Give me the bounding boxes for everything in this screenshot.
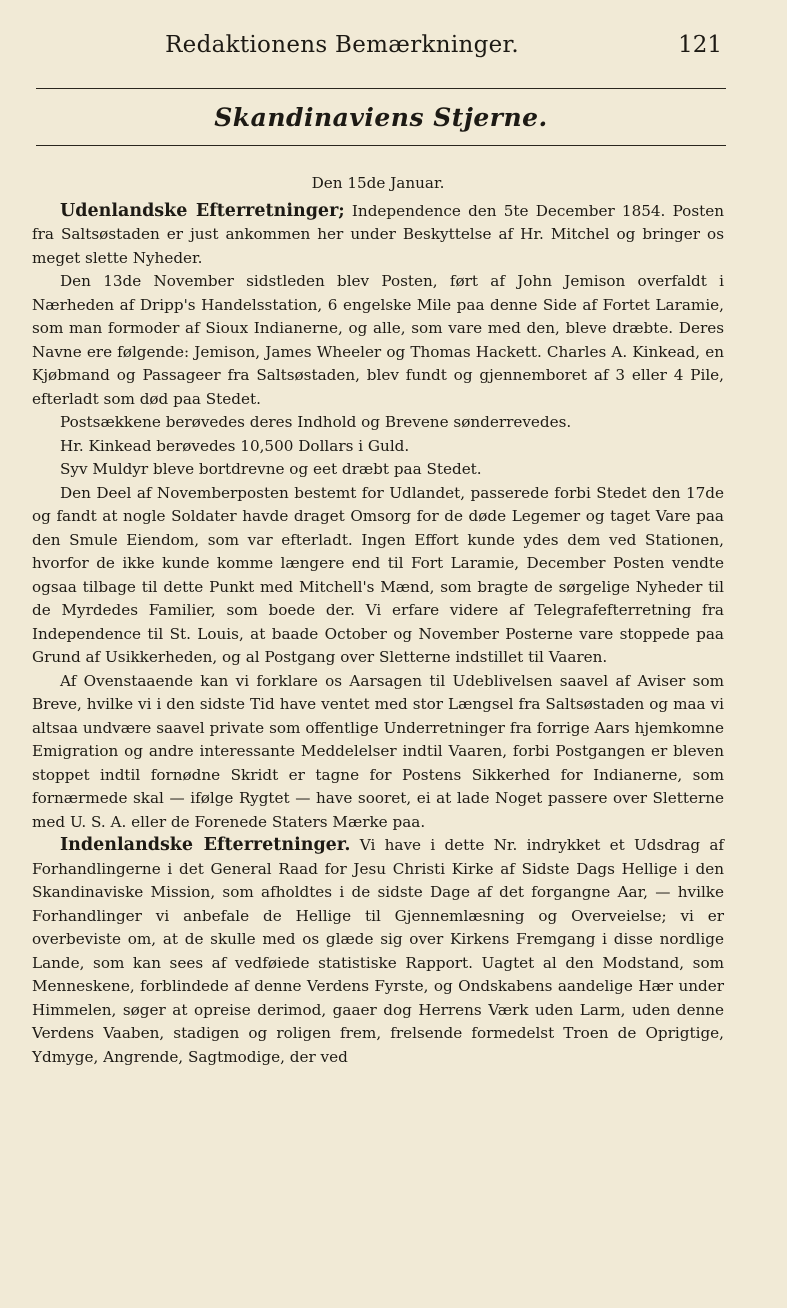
running-head: Redaktionens Bemærkninger. <box>165 32 519 58</box>
section-heading-foreign: Udenlandske Efterretninger; <box>60 200 345 221</box>
paragraph: Af Ovenstaaende kan vi forklare os Aarsagen til Udeblivelsen saavel af Aviser som Breve, hvilke vi i den sidste Tid have ventet med stor Længsel fra Saltsøstaden og maa vi altsaa undvære saavel private som offentlige Underretninger fra forrige Aars hjemkomne Emigration og andre interessante Meddelelser indtil Vaaren, forbi Postgangen er bleven stoppet indtil fornødne Skridt er tagne for Postens Sikkerhed for Indianerne, som fornærmede skal — ifølge Rygtet — have sooret, ei at lade Noget passere over Sletterne med U. S. A. eller de Forenede Staters Mærke paa. <box>32 671 724 831</box>
dateline: Den 15de Januar. <box>311 174 445 192</box>
paragraph: Den 13de November sidstleden blev Posten, ført af John Jemison overfaldt i Nærheden af Dripp's Handelsstation, 6 engelske Mile paa denne Side af Fortet Laramie, som man formoder af Sioux Indianerne, og alle, som vare med den, bleve dræbte. Deres Navne ere følgende: Jemison, James Wheeler og Thomas Hackett. Charles A. Kinkead, en Kjøbmand og Passageer fra Saltsøstaden, blev fundt og gjennemboret af 3 eller 4 Pile, efterladt som død paa Stedet. <box>32 272 724 408</box>
paragraph: Postsækkene berøvedes deres Indhold og Brevene sønderrevedes. <box>60 413 572 431</box>
paragraph: Hr. Kinkead berøvedes 10,500 Dollars i Guld. <box>60 436 410 455</box>
section-heading-domestic: Indenlandske Efterretninger. <box>60 835 351 855</box>
paragraph <box>32 200 724 271</box>
newspaper-title: Skandinaviens Stjerne. <box>214 103 548 132</box>
paragraph-text: Vi have i dette Nr. indrykket et Udsdrag af Forhandlingerne i det General Raad for Jesu Christi Kirke af Sidste Dags Hellige i den Skandinaviske Mission, som afholdtes i de sidste Dage af det forgangne Aar, — hvilke Forhandlinger vi anbefale de Hellige til Gjennemlæsning og Overveielse; vi er overbeviste om, at de skulle med os glæde sig over Kirkens Fremgang i disse nordlige Lande, som kan sees af vedføiede statistiske Rapport. Uagtet al den Modstand, som Menneskene, forblindede af denne Verdens Fyrste, og Ondskabens aandelige Hær under Himmelen, søger at opreise derimod, gaaer dog Herrens Værk uden Larm, uden denne Verdens Vaaben, stadigen og roligen frem, frelsende formedelst Troen de Oprigtige, Ydmyge, Angrende, Sagtmodige, der ved <box>32 836 725 1066</box>
page-number: 121 <box>678 32 722 58</box>
article-body <box>32 172 724 1069</box>
paragraph <box>32 834 724 1069</box>
top-rule <box>36 88 726 89</box>
page-header <box>32 32 722 72</box>
bottom-rule <box>36 145 726 146</box>
paragraph-text: Independence den 5te December 1854. Posten fra Saltsøstaden er just ankommen her under Beskyttelse af Hr. Mitchel og bringer os meget slette Nyheder. <box>32 201 724 267</box>
paragraph: Syv Muldyr bleve bortdrevne og eet dræbt paa Stedet. <box>60 460 482 478</box>
paragraph: Den Deel af Novemberposten bestemt for Udlandet, passerede forbi Stedet den 17de og fandt at nogle Soldater havde draget Omsorg for de døde Legemer og taget Vare paa den Smule Eiendom, som var efterladt. Ingen Effort kunde ydes dem ved Stationen, hvorfor de ikke kunde komme længere end til Fort Laramie, December Posten vendte ogsaa tilbage til dette Punkt med Mitchell's Mænd, som bragte de sørgelige Nyheder til de Myrdedes Familier, som boede der. Vi erfare videre af Telegrafefterretning fra Independence til St. Louis, at baade October og November Posterne vare stoppede paa Grund af Usikkerheden, og al Postgang over Sletterne indstillet til Vaaren. <box>32 483 724 666</box>
